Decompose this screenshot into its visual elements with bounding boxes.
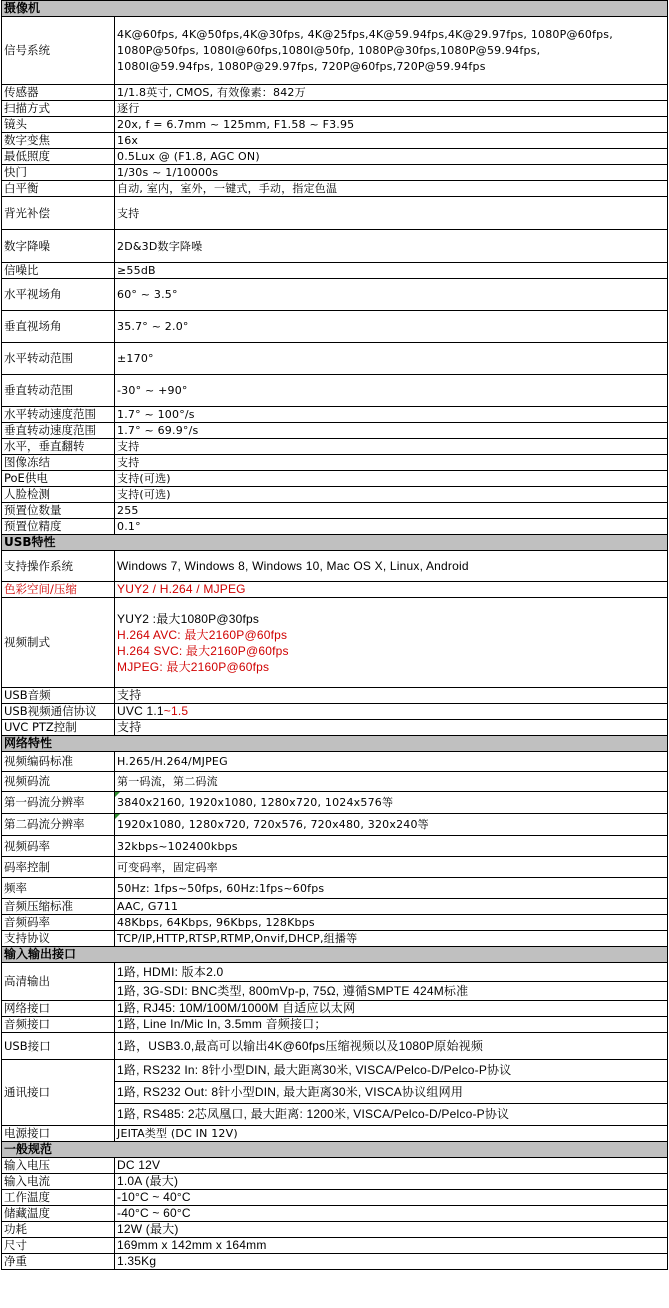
section-camera	[2, 1, 668, 17]
table-row	[2, 149, 668, 165]
row-value	[115, 598, 668, 688]
row-value: AAC, G711	[115, 899, 668, 915]
table-row	[2, 598, 668, 688]
row-value: YUY2 / H.264 / MJPEG	[115, 582, 668, 598]
row-label: 视频编码标准	[2, 752, 115, 772]
row-value: 0.5Lux @ (F1.8, AGC ON)	[115, 149, 668, 165]
row-value: 169mm x 142mm x 164mm	[115, 1238, 668, 1254]
signal-line: 1080I@59.94fps, 1080P@29.97fps, 720P@60fps,720P@59.94fps	[117, 59, 486, 73]
table-row	[2, 814, 668, 836]
row-value: Windows 7, Windows 8, Windows 10, Mac OS X, Linux, Android	[115, 551, 668, 582]
row-label: 高清输出	[2, 963, 115, 1001]
table-row	[2, 1174, 668, 1190]
row-value: 1路, RS232 In: 8针小型DIN, 最大距离30米, VISCA/Pelco-D/Pelco-P协议	[115, 1060, 668, 1082]
row-value: 0.1°	[115, 519, 668, 535]
row-label: 预置位精度	[2, 519, 115, 535]
row-label: 信号系统	[2, 17, 115, 85]
table-row	[2, 772, 668, 792]
row-value: 255	[115, 503, 668, 519]
table-row	[2, 197, 668, 230]
row-label: 频率	[2, 878, 115, 899]
table-row	[2, 230, 668, 263]
table-row	[2, 423, 668, 439]
row-label: 第一码流分辨率	[2, 792, 115, 814]
row-value: 2D&3D数字降噪	[115, 230, 668, 263]
row-value: 1.7° ~ 69.9°/s	[115, 423, 668, 439]
row-label: 输入电流	[2, 1174, 115, 1190]
row-label: 镜头	[2, 117, 115, 133]
row-label: 功耗	[2, 1222, 115, 1238]
row-value: 支持(可选)	[115, 471, 668, 487]
row-label: 工作温度	[2, 1190, 115, 1206]
row-value: 支持	[115, 688, 668, 704]
signal-line: 1080P@50fps, 1080I@60fps,1080I@50fp, 1080P@30fps,1080P@59.94fps,	[117, 43, 541, 57]
row-label: 码率控制	[2, 857, 115, 878]
row-value: 支持	[115, 455, 668, 471]
row-label: 通讯接口	[2, 1060, 115, 1126]
video-line: YUY2 :最大1080P@30fps	[117, 611, 260, 626]
video-line: MJPEG: 最大2160P@60fps	[117, 659, 270, 674]
table-row	[2, 688, 668, 704]
section-title: 输入输出接口	[2, 947, 668, 963]
table-row	[2, 165, 668, 181]
row-label: 信噪比	[2, 263, 115, 279]
row-label: 净重	[2, 1254, 115, 1270]
table-row	[2, 311, 668, 343]
row-value: 1路, RS232 Out: 8针小型DIN, 最大距离30米, VISCA协议组网用	[115, 1082, 668, 1104]
row-label: USB视频通信协议	[2, 704, 115, 720]
row-label: USB音频	[2, 688, 115, 704]
row-value: 自动, 室内，室外，一键式，手动，指定色温	[115, 181, 668, 197]
video-line: H.264 SVC: 最大2160P@60fps	[117, 643, 289, 658]
row-label: 水平转动速度范围	[2, 407, 115, 423]
row-value: ≥55dB	[115, 263, 668, 279]
table-row	[2, 899, 668, 915]
row-value: 1路, 3G-SDI: BNC类型, 800mVp-p, 75Ω, 遵循SMPTE 424M标准	[115, 982, 668, 1001]
row-value: 支持	[115, 197, 668, 230]
row-label: 白平衡	[2, 181, 115, 197]
row-label: 色彩空间/压缩	[2, 582, 115, 598]
row-label: 第二码流分辨率	[2, 814, 115, 836]
section-io	[2, 947, 668, 963]
row-label: 视频码率	[2, 836, 115, 857]
row-label: 尺寸	[2, 1238, 115, 1254]
row-value: 逐行	[115, 101, 668, 117]
spec-table	[1, 0, 668, 1270]
row-label: 扫描方式	[2, 101, 115, 117]
row-value: ±170°	[115, 343, 668, 375]
table-row	[2, 1158, 668, 1174]
row-label: 水平，垂直翻转	[2, 439, 115, 455]
row-value: TCP/IP,HTTP,RTSP,RTMP,Onvif,DHCP,组播等	[115, 931, 668, 947]
row-value: 20x, f = 6.7mm ~ 125mm, F1.58 ~ F3.95	[115, 117, 668, 133]
row-label: 视频码流	[2, 772, 115, 792]
table-row	[2, 455, 668, 471]
row-label: 快门	[2, 165, 115, 181]
row-label: 支持操作系统	[2, 551, 115, 582]
video-line: H.264 AVC: 最大2160P@60fps	[117, 627, 288, 642]
row-value: 32kbps~102400kbps	[115, 836, 668, 857]
table-row	[2, 1126, 668, 1142]
row-label: 垂直转动范围	[2, 375, 115, 407]
table-row	[2, 704, 668, 720]
table-row	[2, 1206, 668, 1222]
table-row	[2, 407, 668, 423]
row-label: 预置位数量	[2, 503, 115, 519]
row-value: 48Kbps, 64Kbps, 96Kbps, 128Kbps	[115, 915, 668, 931]
row-label: 输入电压	[2, 1158, 115, 1174]
row-label: 电源接口	[2, 1126, 115, 1142]
row-value: 60° ~ 3.5°	[115, 279, 668, 311]
table-row	[2, 471, 668, 487]
table-row	[2, 836, 668, 857]
table-row	[2, 181, 668, 197]
row-value: 1路, RS485: 2芯凤凰口, 最大距离: 1200米, VISCA/Pelco-D/Pelco-P协议	[115, 1104, 668, 1126]
section-title: 网络特性	[2, 736, 668, 752]
table-row	[2, 1238, 668, 1254]
table-row	[2, 752, 668, 772]
row-value: 1.7° ~ 100°/s	[115, 407, 668, 423]
row-value: 支持	[115, 439, 668, 455]
table-row	[2, 343, 668, 375]
row-label: USB接口	[2, 1033, 115, 1060]
row-label: 数字变焦	[2, 133, 115, 149]
row-value: 1/30s ~ 1/10000s	[115, 165, 668, 181]
table-row	[2, 133, 668, 149]
table-row	[2, 551, 668, 582]
row-label: 人脸检测	[2, 487, 115, 503]
row-value: 1路，USB3.0,最高可以输出4K@60fps压缩视频以及1080P原始视频	[115, 1033, 668, 1060]
table-row	[2, 915, 668, 931]
row-value: -10°C ~ 40°C	[115, 1190, 668, 1206]
table-row	[2, 720, 668, 736]
row-label: PoE供电	[2, 471, 115, 487]
table-row	[2, 519, 668, 535]
row-label: 图像冻结	[2, 455, 115, 471]
table-row	[2, 1254, 668, 1270]
table-row	[2, 101, 668, 117]
table-row	[2, 857, 668, 878]
row-value: 1路, Line In/Mic In, 3.5mm 音频接口；	[115, 1017, 668, 1033]
table-row	[2, 963, 668, 982]
table-row	[2, 17, 668, 85]
table-row	[2, 792, 668, 814]
row-label: UVC PTZ控制	[2, 720, 115, 736]
uvc-version-range: ~1.5	[163, 704, 189, 718]
section-title: 摄像机	[2, 1, 668, 17]
table-row	[2, 487, 668, 503]
table-row	[2, 85, 668, 101]
row-value: 支持(可选)	[115, 487, 668, 503]
row-value	[115, 704, 668, 720]
row-label: 最低照度	[2, 149, 115, 165]
row-label: 储藏温度	[2, 1206, 115, 1222]
table-row	[2, 931, 668, 947]
row-value: 1.0A (最大)	[115, 1174, 668, 1190]
row-value: 12W (最大)	[115, 1222, 668, 1238]
table-row	[2, 1001, 668, 1017]
row-label: 视频制式	[2, 598, 115, 688]
table-row	[2, 1060, 668, 1082]
table-row	[2, 439, 668, 455]
row-value: 1/1.8英寸, CMOS, 有效像素：842万	[115, 85, 668, 101]
row-value: 1.35Kg	[115, 1254, 668, 1270]
row-value: DC 12V	[115, 1158, 668, 1174]
row-value: 50Hz: 1fps~50fps, 60Hz:1fps~60fps	[115, 878, 668, 899]
table-row	[2, 1017, 668, 1033]
table-row	[2, 263, 668, 279]
row-label: 传感器	[2, 85, 115, 101]
row-value: 支持	[115, 720, 668, 736]
section-title: 一般规范	[2, 1142, 668, 1158]
table-row	[2, 1222, 668, 1238]
row-value: -30° ~ +90°	[115, 375, 668, 407]
row-label: 垂直视场角	[2, 311, 115, 343]
row-label: 背光补偿	[2, 197, 115, 230]
table-row	[2, 1190, 668, 1206]
row-value: 1路, HDMI: 版本2.0	[115, 963, 668, 982]
row-label: 音频码率	[2, 915, 115, 931]
table-row	[2, 117, 668, 133]
row-value: 可变码率，固定码率	[115, 857, 668, 878]
row-label: 垂直转动速度范围	[2, 423, 115, 439]
section-title: USB特性	[2, 535, 668, 551]
signal-line: 4K@60fps, 4K@50fps,4K@30fps, 4K@25fps,4K@59.94fps,4K@29.97fps, 1080P@60fps,	[117, 27, 613, 41]
row-label: 网络接口	[2, 1001, 115, 1017]
row-value: -40°C ~ 60°C	[115, 1206, 668, 1222]
row-label: 支持协议	[2, 931, 115, 947]
row-label: 音频接口	[2, 1017, 115, 1033]
row-value: 3840x2160, 1920x1080, 1280x720, 1024x576等	[115, 792, 668, 814]
row-label: 水平转动范围	[2, 343, 115, 375]
row-value: 1920x1080, 1280x720, 720x576, 720x480, 320x240等	[115, 814, 668, 836]
row-value: 16x	[115, 133, 668, 149]
table-row	[2, 503, 668, 519]
table-row	[2, 1033, 668, 1060]
section-general	[2, 1142, 668, 1158]
section-usb	[2, 535, 668, 551]
row-label: 音频压缩标准	[2, 899, 115, 915]
row-value	[115, 17, 668, 85]
row-value: JEITA类型 (DC IN 12V)	[115, 1126, 668, 1142]
table-row	[2, 279, 668, 311]
table-row	[2, 375, 668, 407]
section-network	[2, 736, 668, 752]
uvc-version: UVC 1.1	[117, 704, 164, 718]
row-label: 数字降噪	[2, 230, 115, 263]
table-row	[2, 878, 668, 899]
row-value: H.265/H.264/MJPEG	[115, 752, 668, 772]
table-row	[2, 582, 668, 598]
row-value: 35.7° ~ 2.0°	[115, 311, 668, 343]
row-value: 1路, RJ45: 10M/100M/1000M 自适应以太网	[115, 1001, 668, 1017]
row-value: 第一码流，第二码流	[115, 772, 668, 792]
row-label: 水平视场角	[2, 279, 115, 311]
